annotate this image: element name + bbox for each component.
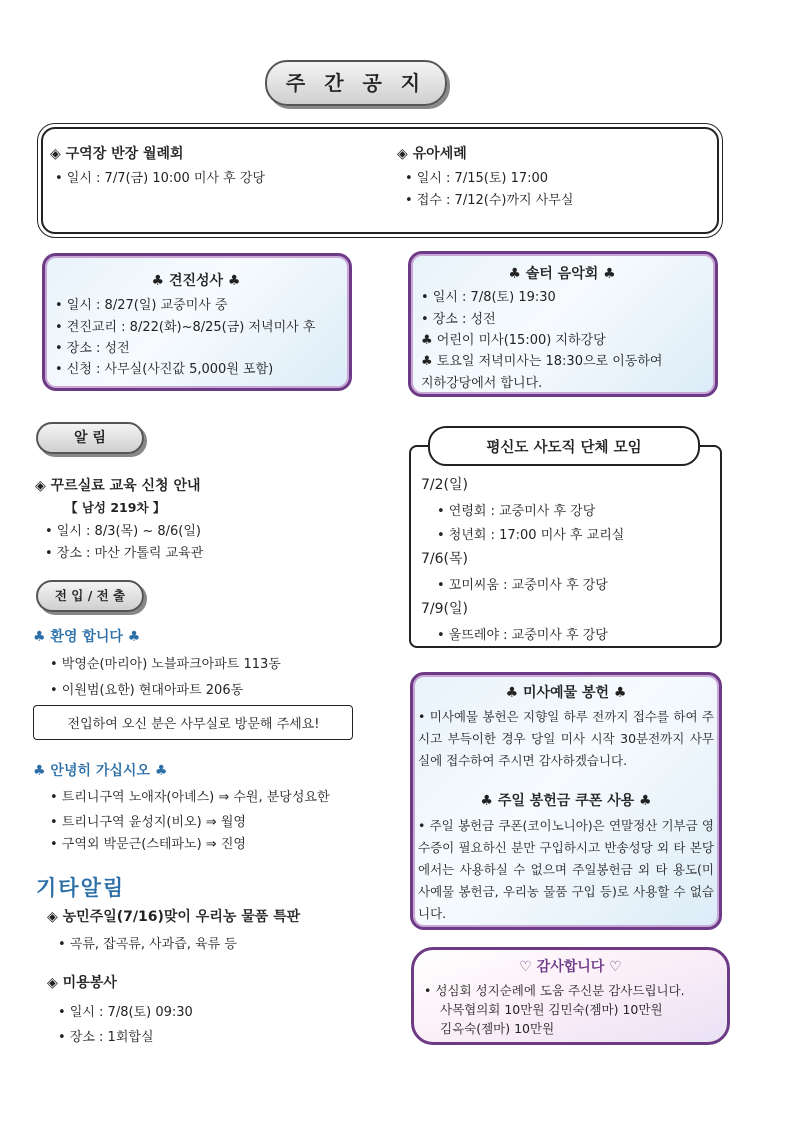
farewell-line: • 트리니구역 노애자(아녜스) ⇒ 수원, 분당성요한 bbox=[50, 790, 330, 805]
farewell-title: ♣ 안녕히 가십시오 ♣ bbox=[33, 763, 168, 779]
baptism-date: • 일시 : 7/15(토) 17:00 bbox=[405, 171, 549, 186]
beauty-line: • 장소 : 1회합실 bbox=[58, 1030, 154, 1045]
lay-line: • 연령회 : 교중미사 후 강당 bbox=[437, 504, 596, 519]
welcome-line: • 이원범(요한) 현대아파트 206동 bbox=[50, 683, 244, 698]
confirmation-line: • 장소 : 성전 bbox=[55, 341, 130, 356]
welcome-title: ♣ 환영 합니다 ♣ bbox=[33, 629, 141, 645]
offering-title: ♣ 미사예물 봉헌 ♣ bbox=[505, 685, 627, 701]
cursillo-line: • 일시 : 8/3(목) ~ 8/6(일) bbox=[45, 524, 201, 539]
thanks-line: 사목협의회 10만원 김민숙(젬마) 10만원 bbox=[440, 1002, 663, 1017]
coupon-title: ♣ 주일 봉헌금 쿠폰 사용 ♣ bbox=[480, 793, 652, 809]
beauty-line: • 일시 : 7/8(토) 09:30 bbox=[58, 1005, 193, 1020]
concert-line: ♣ 어린이 미사(15:00) 지하강당 bbox=[421, 333, 606, 348]
thanks-title: ♡ 감사합니다 ♡ bbox=[519, 959, 622, 975]
welcome-line: • 박영순(마리아) 노블파크아파트 113동 bbox=[50, 657, 281, 672]
farewell-line: • 구역외 박문근(스테파노) ⇒ 진영 bbox=[50, 837, 246, 852]
concert-line: • 장소 : 성전 bbox=[421, 312, 496, 327]
concert-title: ♣ 솔터 음악회 ♣ bbox=[508, 266, 616, 282]
page-title: 주 간 공 지 bbox=[265, 60, 447, 106]
cursillo-line: • 장소 : 마산 가톨릭 교육관 bbox=[45, 546, 204, 561]
confirmation-title: ♣ 견진성사 ♣ bbox=[151, 273, 241, 289]
beauty-title: ◈ 미용봉사 bbox=[47, 975, 117, 991]
baptism-apply: • 접수 : 7/12(수)까지 사무실 bbox=[405, 193, 574, 208]
others-heading: 기타알림 bbox=[36, 875, 126, 900]
farewell-line: • 트리니구역 윤성지(비오) ⇒ 월영 bbox=[50, 815, 246, 830]
confirmation-line: • 신청 : 사무실(사진값 5,000원 포함) bbox=[55, 362, 274, 377]
thanks-line: 김옥숙(젬마) 10만원 bbox=[440, 1021, 555, 1036]
moves-pill: 전 입 / 전 출 bbox=[36, 580, 144, 612]
lay-groups-title: 평신도 사도직 단체 모임 bbox=[486, 440, 642, 456]
farm-sale-line: • 곡류, 잡곡류, 사과즙, 육류 등 bbox=[58, 937, 237, 952]
lay-line: • 꼬미씨움 : 교중미사 후 강당 bbox=[437, 578, 608, 593]
farm-sale-title: ◈ 농민주일(7/16)맞이 우리농 물품 특판 bbox=[47, 909, 301, 925]
lay-date: 7/6(목) bbox=[421, 551, 468, 567]
concert-line: • 일시 : 7/8(토) 19:30 bbox=[421, 290, 556, 305]
lay-line: • 울뜨레야 : 교중미사 후 강당 bbox=[437, 628, 608, 643]
confirmation-line: • 견진교리 : 8/22(화)~8/25(금) 저녁미사 후 bbox=[55, 320, 316, 335]
cursillo-title: ◈ 꾸르실료 교육 신청 안내 bbox=[35, 478, 201, 494]
notice-pill: 알 림 bbox=[36, 422, 144, 454]
offering-text: • 미사예물 봉헌은 지향일 하루 전까지 접수를 하여 주시고 부득이한 경우 당일 미사 시작 30분전까지 사무실에 접수하여 주시면 감사하겠습니다. bbox=[418, 709, 714, 768]
lay-line: • 청년회 : 17:00 미사 후 교리실 bbox=[437, 528, 625, 543]
baptism-title: ◈ 유아세례 bbox=[397, 146, 467, 162]
lay-date: 7/9(일) bbox=[421, 601, 468, 617]
visit-office-text: 전입하여 오신 분은 사무실로 방문해 주세요! bbox=[67, 717, 320, 732]
concert-line: 지하강당에서 합니다. bbox=[421, 376, 543, 391]
cursillo-sub: 【 남성 219차 】 bbox=[65, 500, 166, 515]
meeting-date: • 일시 : 7/7(금) 10:00 미사 후 강당 bbox=[55, 171, 265, 186]
thanks-line: • 성심회 성지순례에 도움 주신분 감사드립니다. bbox=[424, 983, 685, 998]
concert-line: ♣ 토요일 저녁미사는 18:30으로 이동하여 bbox=[421, 354, 663, 369]
lay-date: 7/2(일) bbox=[421, 477, 468, 493]
confirmation-line: • 일시 : 8/27(일) 교중미사 중 bbox=[55, 298, 228, 313]
meeting-title: ◈ 구역장 반장 월례회 bbox=[50, 146, 184, 162]
coupon-text: • 주일 봉헌금 쿠폰(코이노니아)은 연말정산 기부금 영수증이 필요하신 분만 구입하시고 반송성당 외 타 본당에서는 사용하실 수 없으며 주일봉헌금 외 타 용도(미사예물 봉헌금, 우리농 물품 구입 등)로 사용할 수 없습니다. bbox=[418, 818, 714, 921]
